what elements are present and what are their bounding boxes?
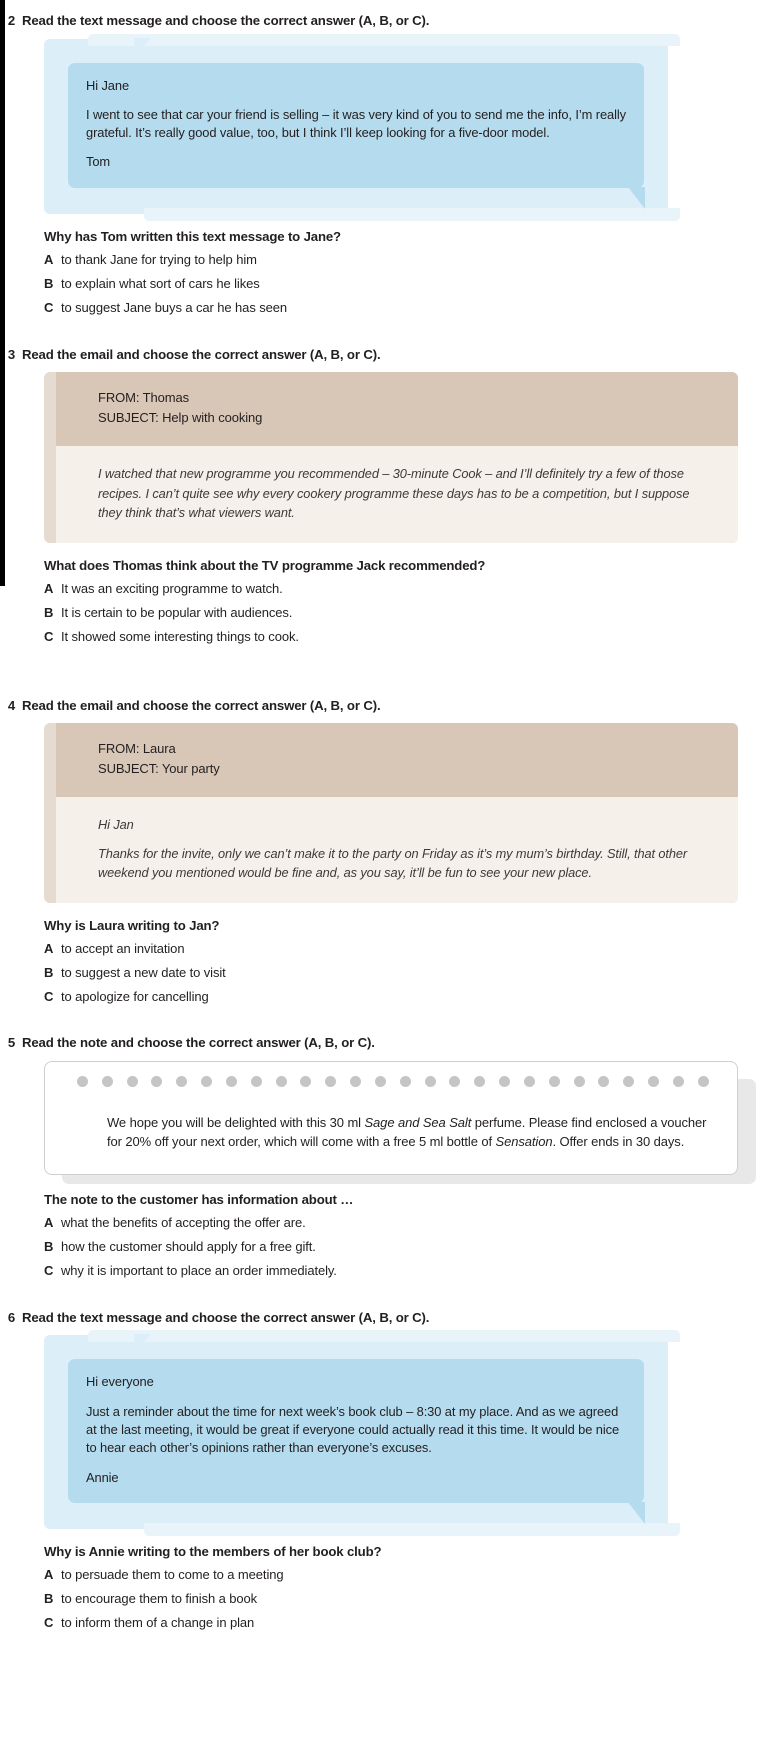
question-3-option-a[interactable] <box>44 581 738 598</box>
question-3-email-card <box>44 372 738 543</box>
email-body <box>56 797 738 902</box>
email-from: FROM: Thomas <box>98 390 190 406</box>
sms-message-bubble <box>68 1359 644 1503</box>
option-text: It was an exciting programme to watch. <box>61 580 283 596</box>
email-header <box>56 723 738 797</box>
note-hole-dot <box>400 1076 411 1087</box>
question-2-option-b[interactable] <box>44 276 738 293</box>
sms-bubble-tail-icon <box>628 1502 645 1524</box>
option-text: to thank Jane for trying to help him <box>61 251 257 267</box>
question-6-answers <box>0 1543 768 1632</box>
question-5-option-b[interactable] <box>44 1239 738 1256</box>
question-4-prompt <box>22 698 768 715</box>
email-header <box>56 372 738 446</box>
question-2-number: 2 <box>7 13 15 28</box>
option-letter: B <box>44 964 54 980</box>
email-subject: SUBJECT: Your party <box>98 761 220 777</box>
option-text: to apologize for cancelling <box>61 988 209 1004</box>
option-text: why it is important to place an order immediately. <box>61 1262 337 1278</box>
note-body-text <box>65 1113 717 1152</box>
option-text: how the customer should apply for a free gift. <box>61 1238 316 1254</box>
question-4-prompt-options: A, B, or C <box>314 697 373 713</box>
note-hole-dot <box>574 1076 585 1087</box>
sms-bubble-tail-icon <box>628 187 645 209</box>
question-2-option-c[interactable] <box>44 300 738 317</box>
spacer <box>0 1005 768 1035</box>
question-5-stem: The note to the customer has information about … <box>44 1191 354 1207</box>
question-5-heading <box>0 1035 768 1052</box>
question-2-option-a[interactable] <box>44 252 738 269</box>
note-hole-dot <box>598 1076 609 1087</box>
question-5 <box>0 1035 768 1279</box>
option-letter: C <box>44 628 54 644</box>
email-greeting: Hi Jan <box>98 817 134 833</box>
question-2-sms-card <box>44 39 668 214</box>
option-text: to suggest Jane buys a car he has seen <box>61 299 288 315</box>
option-letter: A <box>44 1215 54 1231</box>
question-3-stem: What does Thomas think about the TV programme Jack recommended? <box>44 557 486 573</box>
question-3-prompt-after: ). <box>372 346 381 362</box>
question-4-heading <box>0 698 768 715</box>
note-hole-dot <box>449 1076 460 1087</box>
question-6-prompt-options: A, B, or C <box>362 1309 422 1325</box>
spacer <box>0 646 768 698</box>
note-hole-dot <box>77 1076 88 1087</box>
question-4-prompt-before: Read the email and choose the correct answer ( <box>22 697 315 713</box>
option-letter: B <box>44 1590 54 1606</box>
sms-greeting: Hi everyone <box>86 1374 154 1390</box>
question-4-option-a[interactable] <box>44 941 738 958</box>
question-4-option-b[interactable] <box>44 965 738 982</box>
note-text-run: perfume. Please find enclosed a voucher for 20% off your next order, which will come with a free 5 ml bottle of <box>107 1114 707 1150</box>
question-3-option-b[interactable] <box>44 605 738 622</box>
note-hole-dot <box>176 1076 187 1087</box>
note-text-run: We hope you will be delighted with this 30 ml <box>107 1114 365 1130</box>
sms-signature: Tom <box>86 154 111 170</box>
question-3-answers <box>0 557 768 646</box>
note-card-sheet <box>44 1061 738 1175</box>
note-hole-dot <box>425 1076 436 1087</box>
question-3 <box>0 347 768 646</box>
note-hole-dot <box>474 1076 485 1087</box>
note-hole-dot <box>623 1076 634 1087</box>
note-product-name: Sage and Sea Salt <box>364 1114 472 1130</box>
question-5-answers <box>0 1191 768 1280</box>
note-hole-dot <box>226 1076 237 1087</box>
option-text: to suggest a new date to visit <box>61 964 226 980</box>
option-letter: A <box>44 1566 54 1582</box>
option-text: to accept an invitation <box>61 940 185 956</box>
question-4-email-card <box>44 723 738 903</box>
note-hole-dot <box>102 1076 113 1087</box>
question-2-answers <box>0 228 768 317</box>
note-hole-dot <box>300 1076 311 1087</box>
question-6-heading <box>0 1310 768 1327</box>
question-3-prompt-before: Read the email and choose the correct answer ( <box>22 346 315 362</box>
sms-greeting: Hi Jane <box>86 77 130 93</box>
question-2 <box>0 0 768 317</box>
option-text: to encourage them to finish a book <box>61 1590 258 1606</box>
question-2-prompt <box>22 13 768 30</box>
question-4 <box>0 698 768 1006</box>
spacer <box>0 317 768 347</box>
question-5-prompt-after: ). <box>366 1035 375 1051</box>
option-letter: B <box>44 275 54 291</box>
question-5-number: 5 <box>7 1035 15 1051</box>
note-hole-dot <box>375 1076 386 1087</box>
email-from: FROM: Laura <box>98 741 176 756</box>
question-5-option-a[interactable] <box>44 1215 738 1232</box>
question-2-stem: Why has Tom written this text message to Jane? <box>44 228 341 244</box>
question-2-prompt-options: A, B, or C <box>362 13 422 28</box>
question-5-option-c[interactable] <box>44 1263 738 1280</box>
question-4-prompt-after: ). <box>372 697 381 713</box>
option-letter: A <box>44 251 54 267</box>
question-5-prompt <box>22 1035 768 1052</box>
question-6-option-b[interactable] <box>44 1591 738 1608</box>
note-hole-dot <box>201 1076 212 1087</box>
note-binding-holes <box>65 1076 717 1087</box>
note-product-name: Sensation <box>495 1134 553 1150</box>
question-3-number: 3 <box>7 346 15 362</box>
option-letter: A <box>44 940 54 956</box>
question-3-option-c[interactable] <box>44 629 738 646</box>
page-edge-artifact <box>0 0 5 586</box>
option-text: to persuade them to come to a meeting <box>61 1566 284 1582</box>
option-text: to inform them of a change in plan <box>61 1614 255 1630</box>
note-hole-dot <box>648 1076 659 1087</box>
option-letter: C <box>44 1262 54 1278</box>
note-hole-dot <box>499 1076 510 1087</box>
question-6-option-c[interactable] <box>44 1615 738 1632</box>
sms-body: Just a reminder about the time for next week’s book club – 8:30 at my place. And as we agreed at the last meeting, it would be great if everyone could actually read it this time. It would be nice to hear each other’s opinions rather than everyone’s excuses. <box>86 1403 620 1456</box>
sms-outer-tail-icon <box>134 38 150 60</box>
question-6-sms-card <box>44 1335 668 1529</box>
question-3-prompt <box>22 347 768 364</box>
sms-signature: Annie <box>86 1469 119 1485</box>
question-2-prompt-before: Read the text message and choose the correct answer ( <box>22 13 363 28</box>
question-5-prompt-options: A, B, or C <box>308 1035 367 1051</box>
note-text-run: . Offer ends in 30 days. <box>552 1134 685 1150</box>
option-letter: A <box>44 580 54 596</box>
question-3-prompt-options: A, B, or C <box>314 346 373 362</box>
question-3-heading <box>0 347 768 364</box>
note-hole-dot <box>524 1076 535 1087</box>
question-5-prompt-before: Read the note and choose the correct answer ( <box>22 1035 309 1051</box>
option-text: It is certain to be popular with audiences. <box>61 604 293 620</box>
question-5-note-card <box>44 1061 738 1175</box>
option-letter: C <box>44 299 54 315</box>
email-subject: SUBJECT: Help with cooking <box>98 410 263 426</box>
note-hole-dot <box>151 1076 162 1087</box>
option-text: what the benefits of accepting the offer are. <box>61 1215 306 1231</box>
question-6-prompt <box>22 1310 768 1327</box>
question-6-prompt-after: ). <box>421 1309 430 1325</box>
question-6-option-a[interactable] <box>44 1567 738 1584</box>
question-2-prompt-after: ). <box>421 13 430 28</box>
note-hole-dot <box>325 1076 336 1087</box>
question-4-answers <box>0 917 768 1006</box>
question-6 <box>0 1310 768 1632</box>
note-hole-dot <box>127 1076 138 1087</box>
note-hole-dot <box>350 1076 361 1087</box>
email-body-text: I watched that new programme you recommended – 30-minute Cook – and I’ll definitely try a few of those recipes. I can’t quite see why every cookery programme these days has to be a competition, but I suppose they think that’s what viewers want. <box>98 466 690 521</box>
sms-outer-panel <box>44 39 668 214</box>
question-4-stem: Why is Laura writing to Jan? <box>44 917 220 933</box>
sms-outer-panel <box>44 1335 668 1529</box>
option-text: It showed some interesting things to cook. <box>61 628 299 644</box>
question-4-number: 4 <box>7 697 15 713</box>
note-hole-dot <box>276 1076 287 1087</box>
note-hole-dot <box>251 1076 262 1087</box>
option-letter: B <box>44 604 54 620</box>
option-letter: C <box>44 1614 54 1630</box>
spacer <box>0 1280 768 1310</box>
question-2-heading <box>0 13 768 30</box>
option-letter: C <box>44 988 54 1004</box>
note-hole-dot <box>673 1076 684 1087</box>
email-body-text: Thanks for the invite, only we can’t make it to the party on Friday as it’s my mum’s birthday. Still, that other weekend you mentioned would be fine and, as you say, it’ll be fun to see your new place. <box>98 845 688 881</box>
option-letter: B <box>44 1238 54 1254</box>
question-6-number: 6 <box>7 1309 15 1325</box>
sms-message-bubble <box>68 63 644 188</box>
question-6-prompt-before: Read the text message and choose the correct answer ( <box>22 1309 363 1325</box>
option-text: to explain what sort of cars he likes <box>61 275 260 291</box>
sms-outer-tail-icon <box>134 1334 150 1356</box>
note-hole-dot <box>698 1076 709 1087</box>
note-hole-dot <box>549 1076 560 1087</box>
question-6-stem: Why is Annie writing to the members of her book club? <box>44 1543 382 1559</box>
question-4-option-c[interactable] <box>44 989 738 1006</box>
sms-body: I went to see that car your friend is selling – it was very kind of you to send me the info, I’m really grateful. It’s really good value, too, but I think I’ll keep looking for a five-door model. <box>86 106 626 141</box>
email-body <box>56 446 738 542</box>
